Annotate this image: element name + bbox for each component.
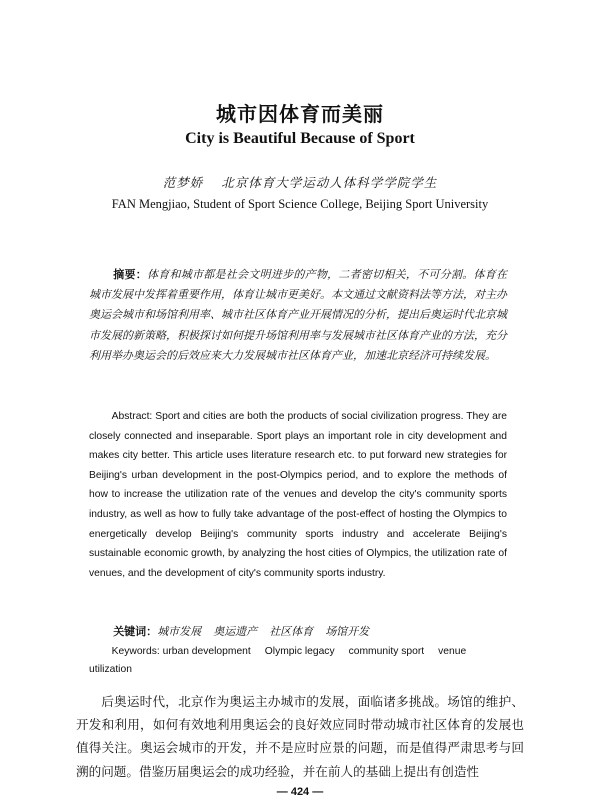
keywords-chinese-label: 关键词： [113, 625, 158, 638]
abstract-chinese-text: 体育和城市都是社会文明进步的产物，二者密切相关，不可分割。体育在城市发展中发挥着重要作用，体育让城市更美好。本文通过文献资料法等方法，对主办奥运会城市和场馆利用率、城市社区体育产业开展情况的分析，提出后奥运时代北京城市发展的新策略，积极探讨如何提升场馆利用率与发展城市社区体育产业的方法，充分利用举办奥运会的后效应来大力发展城市社区体育产业，加速北京经济可持续发展。 [89, 268, 508, 362]
title-english: City is Beautiful Because of Sport [185, 130, 415, 147]
author-english: FAN Mengjiao, Student of Sport Science College, Beijing Sport University [111, 197, 489, 211]
abstract-english: Abstract: Sport and cities are both the products of social civilization progress. They are closely connected and inseparable. Sport plays an important role in city development and makes city better. This article uses literature research etc. to put forward new strategies for Beijing's urban development in the post-Olympics period, and to explore the methods of how to increase the utilization rate of the venues and develop the city's community sports industry, as well as how to fully take advantage of the post-effect of hosting the Olympics to energetically develop Beijing's community sports industry and accelerate Beijing's sustainable economic growth, by analyzing the host cities of Olympics, the utilization rate of venues, and the development of city's community sports industry. [89, 411, 507, 579]
keywords-chinese [89, 623, 507, 639]
author-name-chinese: 范梦娇 [162, 175, 204, 190]
keyword-chinese-2: 奥运遗产 [213, 625, 258, 638]
abstract-chinese [89, 265, 507, 366]
title-chinese: 城市因体育而美丽 [216, 102, 384, 126]
keyword-chinese-1: 城市发展 [157, 625, 202, 638]
keyword-english-3: community sport [348, 646, 425, 657]
page-number: — 424 — [276, 786, 324, 798]
body-paragraph: 后奥运时代，北京作为奥运主办城市的发展，面临诸多挑战。场馆的维护、开发和利用，如何有效地利用奥运会的良好效应同时带动城市社区体育的发展也值得关注。奥运会城市的开发，并不是应时应景的问题，而是值得严肃思考与回溯的问题。借鉴历届奥运会的成功经验，并在前人的基础上提出有创造性 [76, 694, 524, 779]
author-affiliation-chinese: 北京体育大学运动人体科学学院学生 [221, 175, 438, 190]
keyword-english-1: urban development [162, 646, 251, 657]
keyword-chinese-3: 社区体育 [269, 625, 314, 638]
keywords-english-label: Keywords: [111, 646, 160, 657]
keyword-english-4: venue utilization [89, 646, 467, 675]
author-chinese [0, 173, 600, 191]
keywords-english [89, 643, 507, 679]
keyword-english-2: Olympic legacy [264, 646, 335, 657]
abstract-chinese-label: 摘要： [113, 268, 147, 281]
keyword-chinese-4: 场馆开发 [325, 625, 370, 638]
